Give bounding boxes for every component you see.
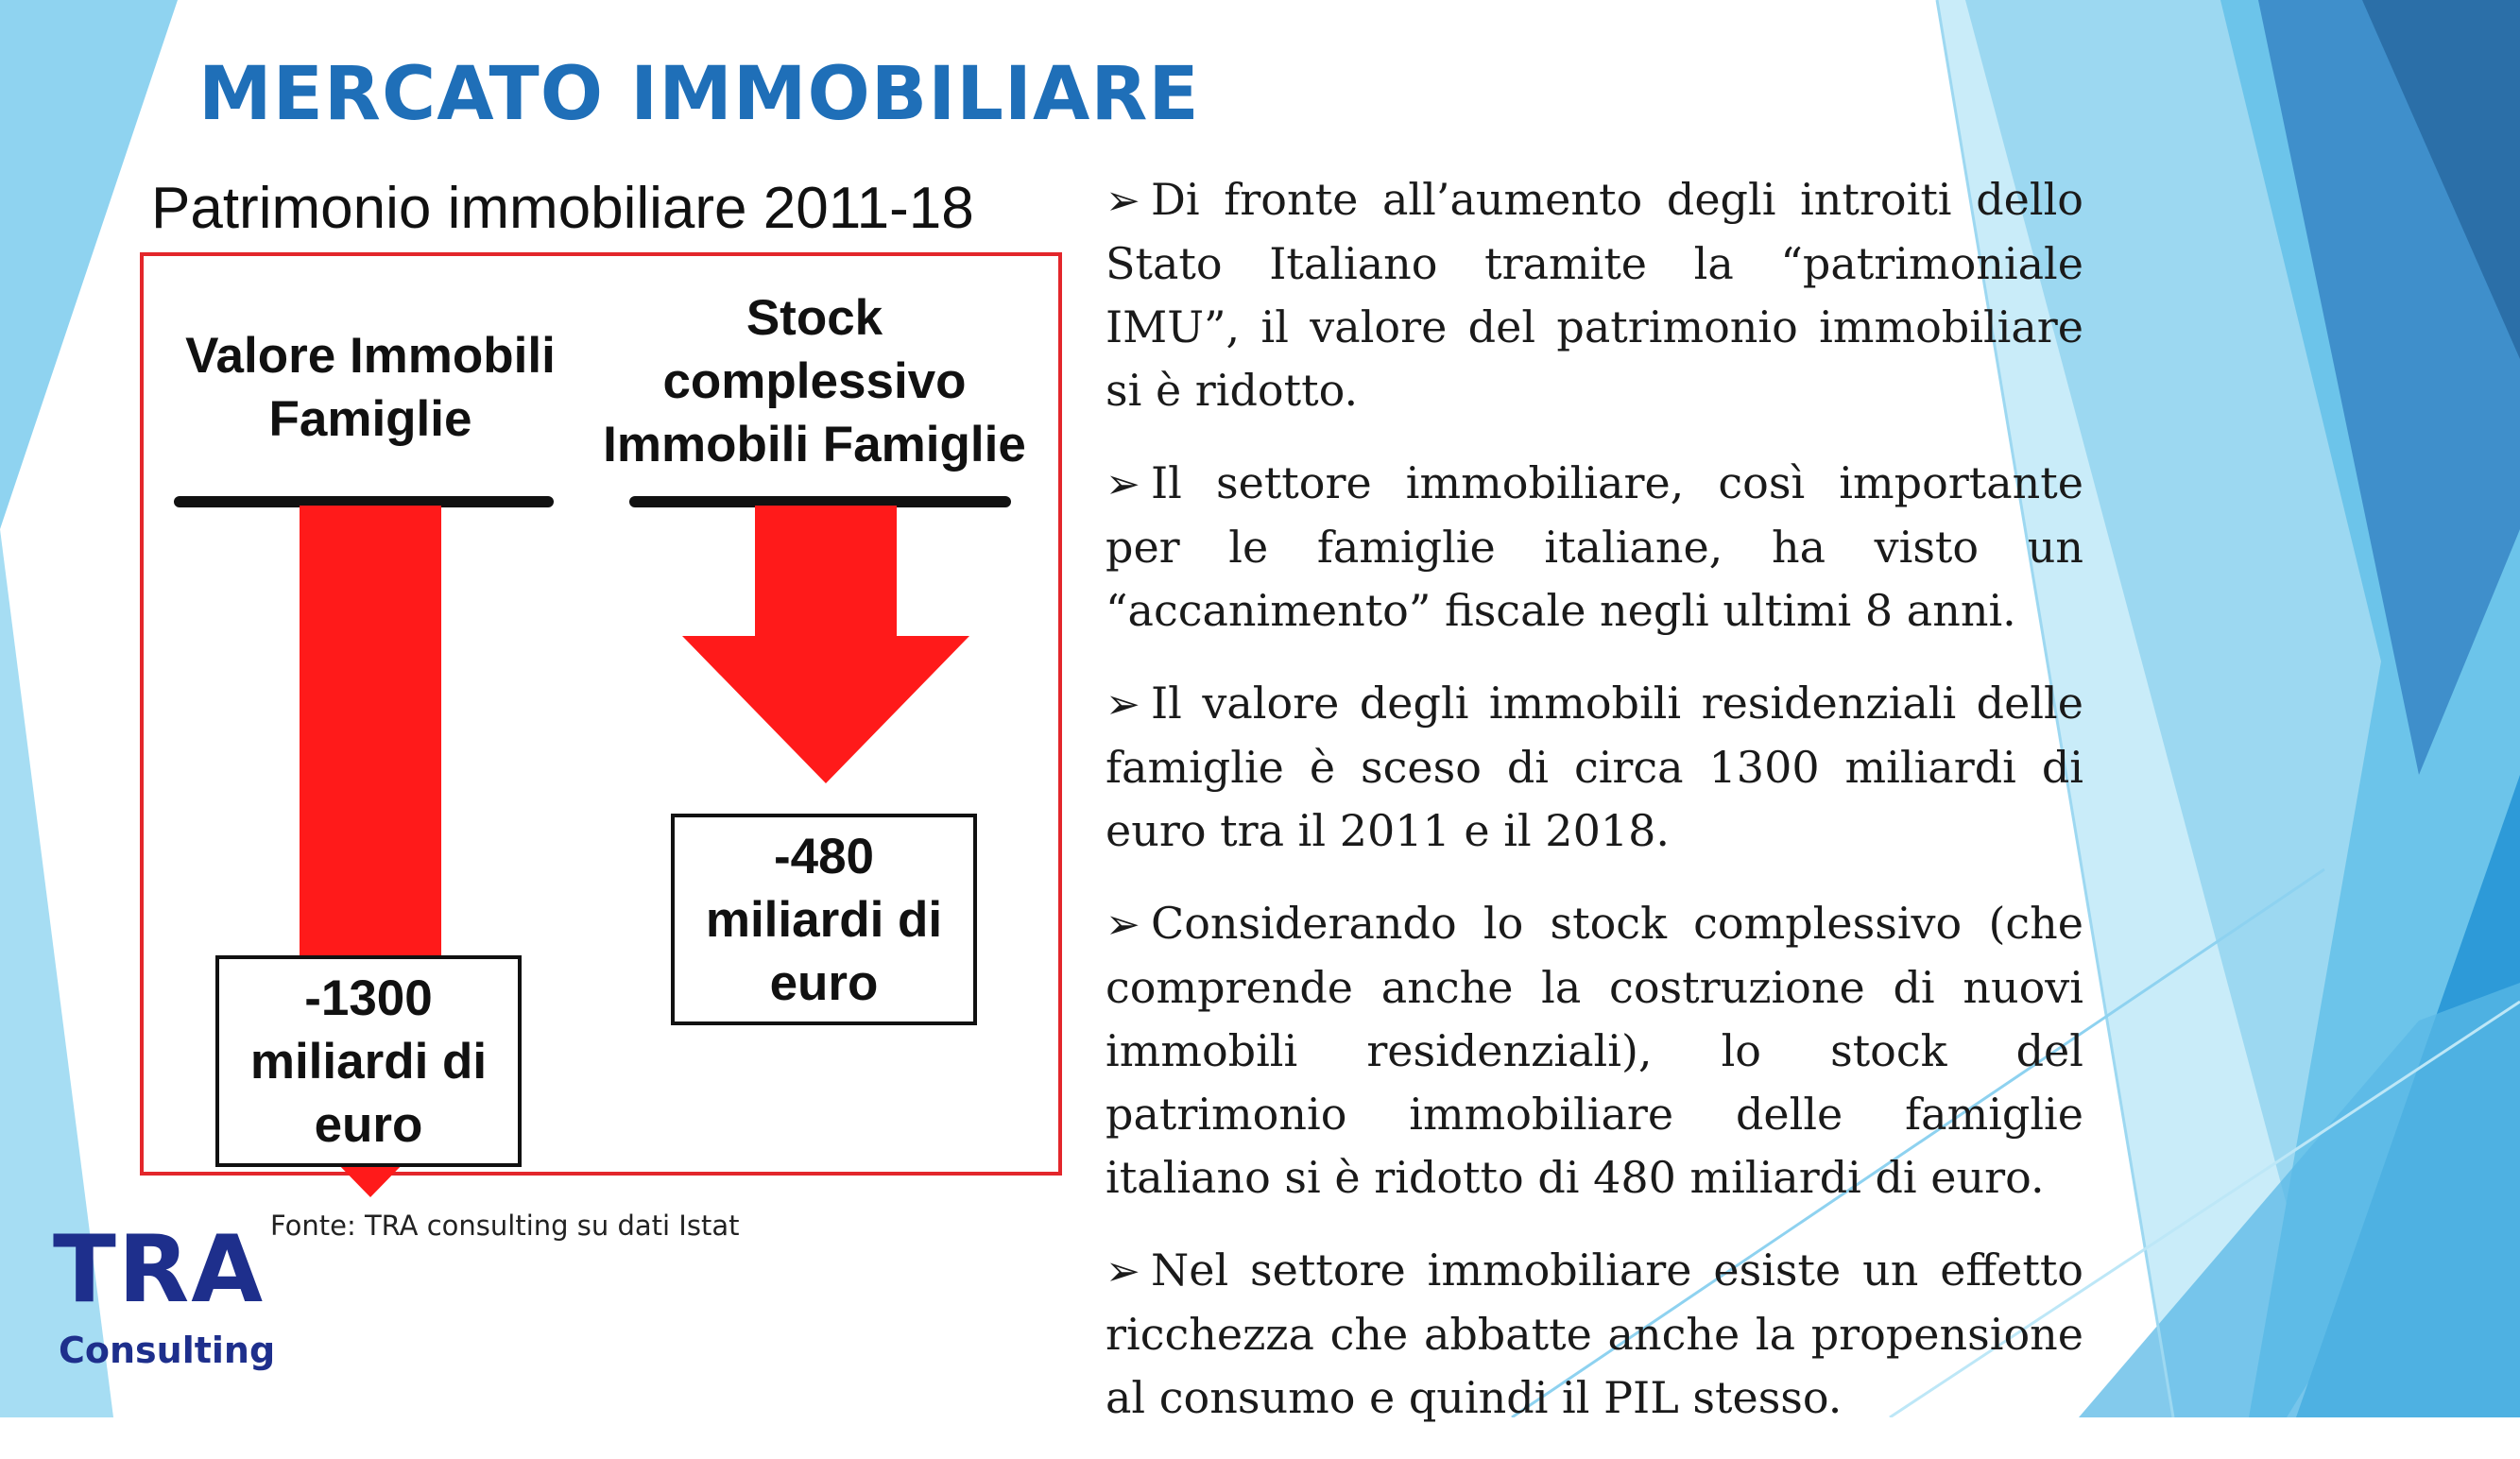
bullet-item bbox=[1106, 892, 2083, 1210]
bullet-list bbox=[1106, 168, 2083, 1459]
bullet-item bbox=[1106, 452, 2083, 643]
arrowhead-bullet-icon: ➢ bbox=[1106, 901, 1140, 949]
logo-consulting: Consulting bbox=[59, 1330, 276, 1371]
bullet-text: Il valore degli immobili residenziali delle famiglie è sceso di circa 1300 miliardi di euro tra il 2011 e il 2018. bbox=[1106, 678, 2083, 856]
arrowhead-bullet-icon: ➢ bbox=[1106, 1247, 1140, 1296]
bullet-item bbox=[1106, 168, 2083, 422]
arrowhead-bullet-icon: ➢ bbox=[1106, 680, 1140, 729]
left-column-heading: Valore Immobili Famiglie bbox=[185, 328, 556, 447]
bullet-text: Considerando lo stock complessivo (che comprende anche la costruzione di nuovi immobili residenziali), lo stock del patrimonio immobiliare delle famiglie italiano si è ridotto di 480 miliardi di euro. bbox=[1106, 898, 2083, 1203]
bullet-item bbox=[1106, 672, 2083, 863]
bullet-item bbox=[1106, 1239, 2083, 1430]
right-value-line-1: -480 bbox=[773, 828, 875, 884]
left-value-line-3: euro bbox=[314, 1096, 423, 1153]
arrowhead-bullet-icon: ➢ bbox=[1106, 177, 1140, 225]
figure-frame bbox=[140, 252, 1062, 1176]
arrowhead-bullet-icon: ➢ bbox=[1106, 460, 1140, 508]
left-value-line-1: -1300 bbox=[304, 970, 433, 1026]
left-value-box bbox=[215, 955, 522, 1167]
right-value-box bbox=[671, 814, 977, 1025]
right-value-line-3: euro bbox=[769, 954, 879, 1011]
logo-tra: TRA bbox=[53, 1216, 266, 1324]
right-column-heading: Stock complessivo Immobili Famiglie bbox=[603, 290, 1026, 472]
right-value-line-2: miliardi di bbox=[705, 891, 943, 948]
source-note: Fonte: TRA consulting su dati Istat bbox=[270, 1210, 740, 1242]
figure-subtitle: Patrimonio immobiliare 2011-18 bbox=[151, 176, 974, 241]
bullet-text: Di fronte all’aumento degli introiti dello Stato Italiano tramite la “patrimoniale IMU”, il valore del patrimonio immobiliare si è ridotto. bbox=[1106, 174, 2083, 416]
bullet-text: Nel settore immobiliare esiste un effetto ricchezza che abbatte anche la propensione al consumo e quindi il PIL stesso. bbox=[1106, 1244, 2083, 1423]
page-title: MERCATO IMMOBILIARE bbox=[198, 52, 1200, 137]
left-value-line-2: miliardi di bbox=[249, 1033, 488, 1090]
bullet-text: Il settore immobiliare, così importante per le famiglie italiane, ha visto un “accanimento” fiscale negli ultimi 8 anni. bbox=[1106, 457, 2083, 636]
